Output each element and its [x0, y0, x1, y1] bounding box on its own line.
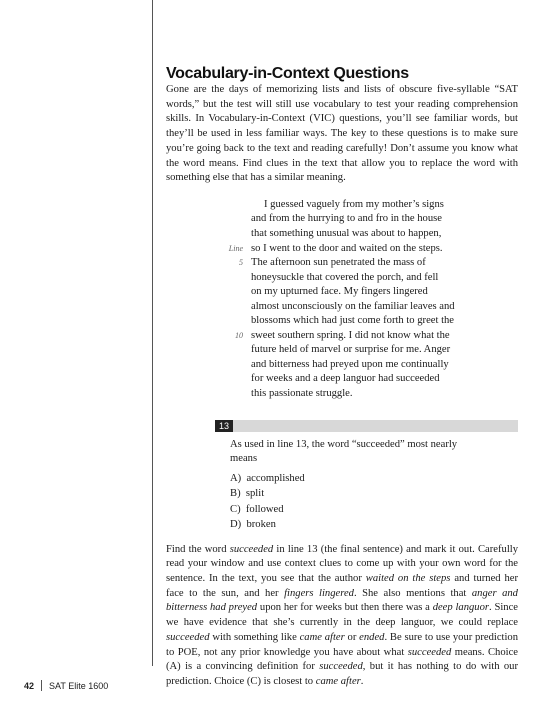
explanation-text: and turned her face to the sun, and her	[166, 572, 518, 599]
explanation-text: . She also mentions that	[353, 587, 472, 599]
explanation-text: with something like	[209, 631, 300, 643]
emphasis: succeeded	[166, 631, 210, 643]
explanation-text: means. Choice (A) is a convincing definition for	[166, 646, 518, 673]
intro-paragraph: Gone are the days of memorizing lists and lists of obscure five-syllable “SAT words,” but the test will still use vocabulary to test your reading comprehension skills. In Vocabulary-in-Context (VIC) questions, you’ll see familiar words, but they’ll be used in less familiar ways. The key to these questions is to make sure you’re going back to the text and reading carefully! Don’t assume you know what the word means. Find clues in the text that allow you to replace the word with something else that has a similar meaning.	[166, 84, 518, 184]
answer-choice-d: D) broken	[230, 519, 276, 531]
passage-line: that something unusual was about to happen,	[251, 228, 442, 240]
explanation-text: . Be sure to use your prediction to POE, not any prior knowledge you have about what	[166, 631, 519, 658]
passage-line: sweet southern spring. I did not know what the	[251, 329, 450, 341]
answer-choice-b: B) split	[230, 488, 265, 500]
page-footer	[24, 680, 108, 691]
emphasis: deep languor	[432, 602, 490, 614]
page-number: 42	[24, 680, 35, 691]
passage-line: The afternoon sun penetrated the mass of	[251, 257, 426, 269]
emphasis: waited on the steps	[365, 572, 451, 584]
emphasis: came after	[315, 675, 361, 687]
explanation-text: . Since we have evidence that she’s currently in the deep languor, we could replace	[166, 602, 519, 629]
book-title: SAT Elite 1600	[49, 680, 109, 691]
passage-line: on my upturned face. My fingers lingered	[251, 286, 428, 298]
footer-divider	[41, 680, 42, 691]
passage-line: I guessed vaguely from my mother’s signs	[264, 198, 444, 210]
main-content	[166, 64, 518, 690]
question-header-bar	[215, 420, 518, 432]
emphasis: fingers lingered	[284, 587, 354, 599]
explanation-paragraph	[166, 543, 518, 690]
passage-line: this passionate struggle.	[251, 388, 353, 400]
explanation-text: Find the word	[166, 543, 230, 555]
question-stem: As used in line 13, the word “succeeded” most nearly means	[230, 438, 458, 465]
explanation-text: or	[344, 631, 360, 643]
passage-line: honeysuckle that covered the porch, and fell	[251, 271, 439, 283]
explanation-text: , but it has nothing to do with our prediction. Choice (C) is closest to	[166, 661, 519, 687]
emphasis: anger and bitterness had preyed	[166, 587, 518, 614]
answer-choice-a: A) accomplished	[230, 472, 305, 484]
reading-passage	[166, 198, 518, 402]
emphasis: succeeded	[319, 661, 363, 673]
emphasis: ended	[359, 631, 385, 643]
emphasis: succeeded	[407, 646, 452, 658]
passage-line: so I went to the door and waited on the steps.	[251, 242, 443, 254]
explanation-text: .	[360, 675, 364, 687]
emphasis: came after	[299, 631, 345, 643]
line-number-10: 10	[235, 330, 243, 340]
passage-line: and bitterness had preyed upon me continually	[251, 358, 449, 370]
passage-line: and from the hurrying to and fro in the house	[251, 213, 442, 225]
emphasis: succeeded	[229, 543, 274, 555]
explanation-text: in line 13 (the final sentence) and mark it out. Carefully read your window and use context clues to come up with your own word for the sentence. In the text, you see that the author	[166, 543, 518, 584]
question-number-badge: 13	[215, 420, 233, 432]
line-number-5: 5	[239, 258, 243, 268]
section-heading: Vocabulary-in-Context Questions	[166, 65, 409, 82]
passage-line: for weeks and a deep languor had succeeded	[251, 373, 440, 385]
explanation-text: upon her for weeks but then there was a	[257, 602, 433, 614]
passage-line: future held of marvel or surprise for me. Anger	[251, 344, 451, 356]
answer-choice-c: C) followed	[230, 503, 284, 515]
passage-line: almost unconsciously on the familiar leaves and	[251, 300, 455, 312]
answer-choices	[230, 471, 518, 533]
margin-rule	[152, 0, 153, 666]
line-label: Line	[228, 243, 243, 253]
passage-line: blossoms which had just come forth to greet the	[251, 315, 455, 327]
